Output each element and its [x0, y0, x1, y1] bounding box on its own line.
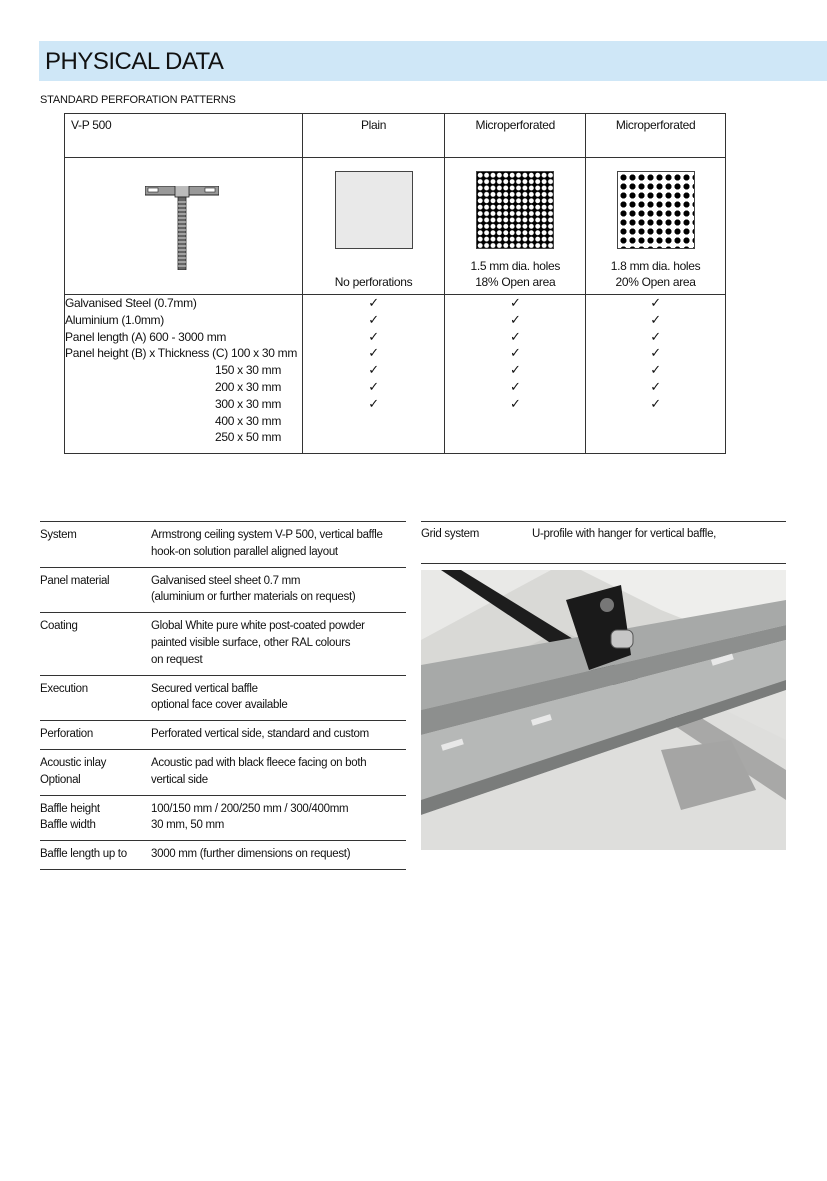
section-subtitle: STANDARD PERFORATION PATTERNS	[40, 94, 236, 106]
spec-key: System	[40, 529, 77, 541]
spec-list	[65, 295, 303, 454]
page-title: PHYSICAL DATA	[45, 48, 224, 75]
spec-item: 150 x 30 mm	[215, 363, 282, 378]
profile-cell	[65, 158, 303, 295]
column-header: Microperforated	[586, 114, 726, 158]
spec-row	[40, 720, 406, 749]
spec-value: Armstrong ceiling system V-P 500, vertical baffle hook-on solution parallel aligned layout	[151, 529, 383, 558]
spec-item: 250 x 50 mm	[215, 430, 282, 445]
spec-value: Secured vertical baffle optional face cover available	[151, 682, 288, 712]
checks-column	[586, 295, 726, 454]
spec-item: 300 x 30 mm	[215, 396, 282, 411]
check-mark: ✓	[650, 395, 661, 411]
plain-pattern-cell	[302, 158, 445, 295]
check-mark: ✓	[368, 378, 379, 394]
spec-item: 200 x 30 mm	[215, 379, 282, 394]
checks-column	[445, 295, 586, 454]
spec-row	[40, 675, 406, 721]
grid-system-row	[421, 521, 786, 564]
spec-row	[40, 567, 406, 613]
column-header: Microperforated	[445, 114, 586, 158]
plain-swatch	[335, 171, 413, 249]
check-mark: ✓	[650, 328, 661, 344]
check-mark: ✓	[509, 328, 521, 344]
check-mark: ✓	[368, 395, 379, 411]
perforation-table	[64, 113, 726, 454]
spec-key: Baffle height Baffle width	[40, 802, 100, 832]
check-mark: ✓	[650, 378, 661, 394]
spec-key: Execution	[40, 682, 88, 695]
caption: 1.5 mm dia. holes	[470, 259, 561, 273]
check-mark: ✓	[509, 362, 521, 378]
check-mark: ✓	[368, 328, 379, 344]
spec-value: Acoustic pad with black fleece facing on both vertical side	[151, 756, 367, 786]
spec-value: Global White pure white post-coated powder painted visible surface, other RAL colours on request	[151, 620, 365, 666]
microperf-18-cell	[586, 158, 726, 295]
spec-item: Panel height (B) x Thickness (C) 100 x 30 mm	[65, 346, 298, 361]
caption: 1.8 mm dia. holes	[610, 259, 701, 273]
caption: 20% Open area	[615, 275, 696, 289]
spec-value: 3000 mm (further dimensions on request)	[151, 848, 351, 861]
column-header: Plain	[302, 114, 445, 158]
check-mark: ✓	[650, 311, 661, 327]
caption: 18% Open area	[475, 275, 556, 289]
spec-row	[40, 840, 406, 870]
spec-key: Perforation	[40, 728, 93, 741]
spec-row	[40, 521, 406, 567]
spec-key: Baffle length up to	[40, 848, 127, 861]
check-mark: ✓	[368, 362, 379, 378]
spec-item: Galvanised Steel (0.7mm)	[65, 296, 197, 310]
spec-value: 100/150 mm / 200/250 mm / 300/400mm 30 mm, 50 mm	[151, 802, 349, 832]
check-mark: ✓	[509, 395, 521, 411]
check-mark: ✓	[509, 311, 521, 327]
spec-item: Panel length (A) 600 - 3000 mm	[65, 329, 227, 344]
spec-table	[40, 521, 406, 870]
microperforated-swatch	[617, 171, 695, 249]
spec-row	[40, 795, 406, 841]
check-mark: ✓	[509, 378, 521, 394]
spec-row	[40, 749, 406, 795]
spec-row	[40, 612, 406, 674]
spec-key: Acoustic inlay Optional	[40, 756, 107, 786]
column-header: V-P 500	[65, 114, 303, 158]
baffle-hanger-photo	[421, 570, 786, 850]
grid-system-label: Grid system	[421, 528, 480, 540]
microperforated-swatch	[476, 171, 554, 249]
checks-column	[302, 295, 445, 454]
spec-item: 400 x 30 mm	[215, 413, 282, 428]
check-mark: ✓	[368, 345, 379, 361]
microperf-15-cell	[445, 158, 586, 295]
check-mark: ✓	[368, 311, 379, 327]
check-mark: ✓	[650, 362, 661, 378]
header-banner	[39, 41, 827, 81]
spec-value: Galvanised steel sheet 0.7 mm (aluminium or further materials on request)	[151, 574, 356, 604]
check-mark: ✓	[368, 295, 379, 310]
grid-system-value: U-profile with hanger for vertical baffle,	[532, 528, 717, 540]
spec-key: Coating	[40, 620, 78, 633]
check-mark: ✓	[650, 345, 661, 361]
spec-key: Panel material	[40, 574, 110, 587]
spec-item: Aluminium (1.0mm)	[65, 312, 164, 327]
caption: No perforations	[334, 275, 413, 289]
check-mark: ✓	[509, 295, 521, 310]
spec-value: Perforated vertical side, standard and custom	[151, 728, 369, 741]
check-mark: ✓	[650, 295, 661, 310]
check-mark: ✓	[509, 345, 521, 361]
baffle-profile-illustration	[145, 186, 219, 270]
